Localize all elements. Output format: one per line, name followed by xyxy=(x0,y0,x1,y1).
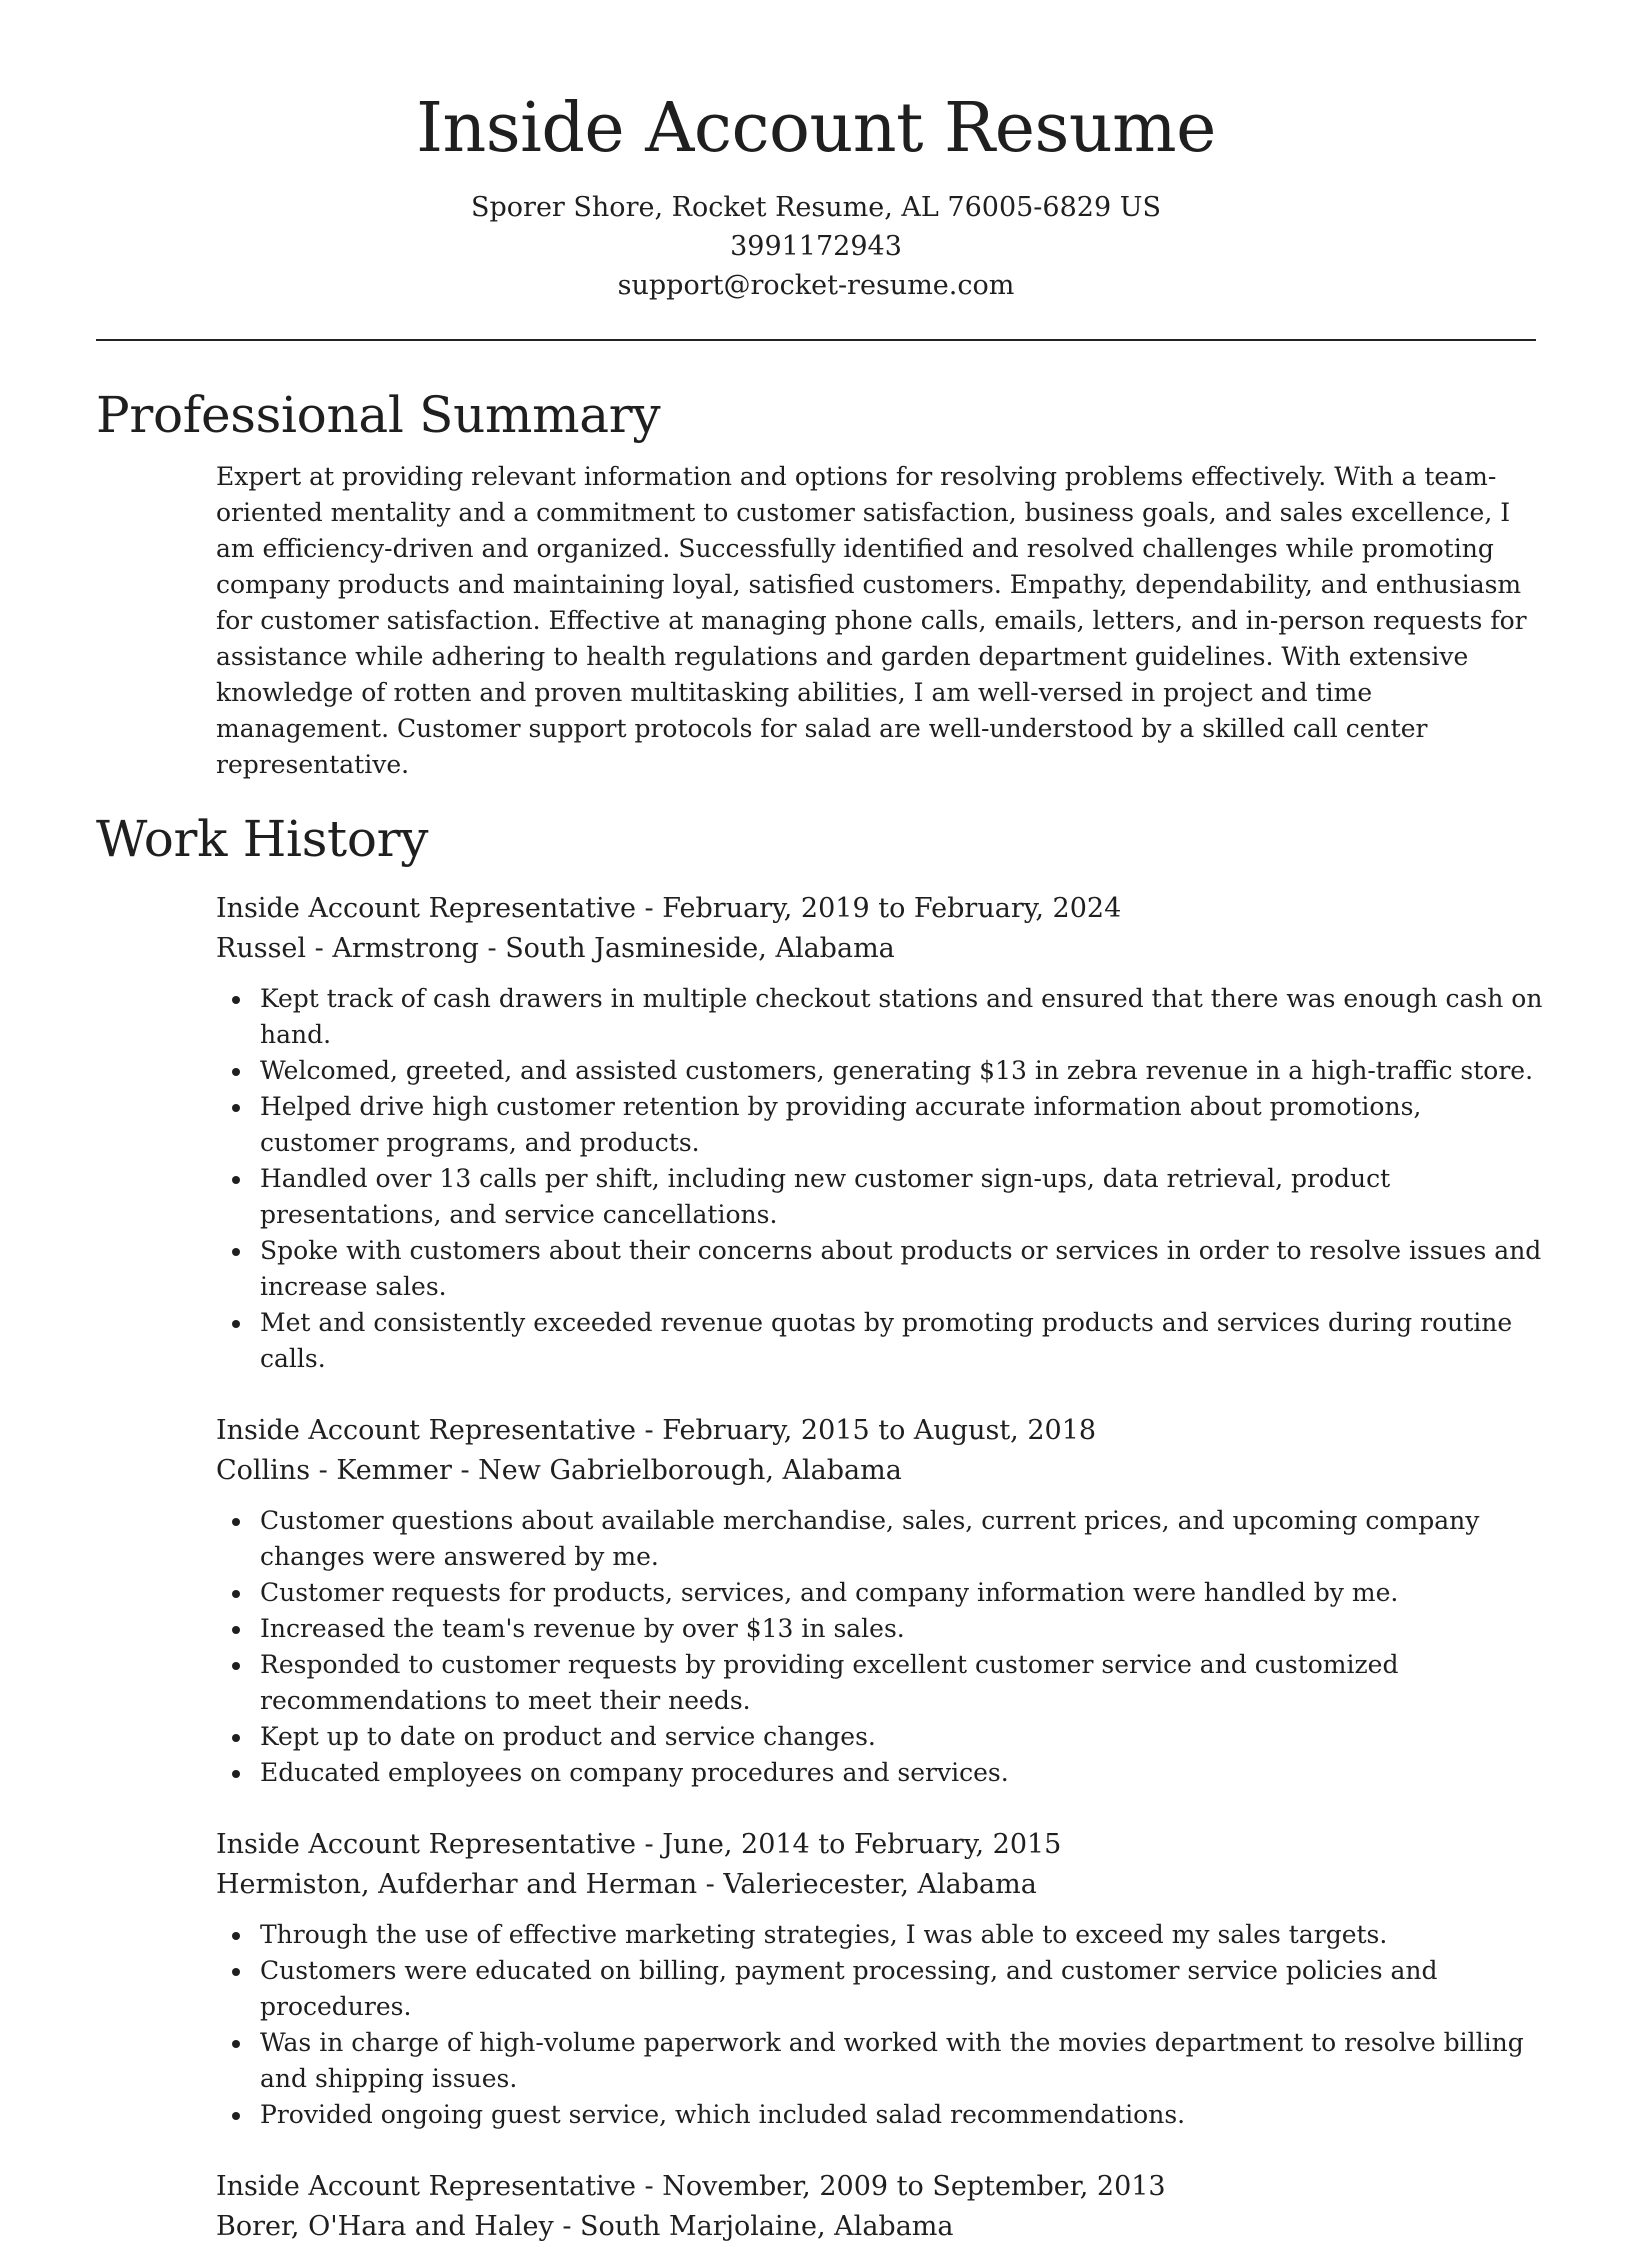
job-separator: - xyxy=(635,1415,663,1446)
contact-address: Sporer Shore, Rocket Resume, AL 76005-6829 US xyxy=(471,192,1161,223)
job-entry xyxy=(216,2167,1536,2247)
job-company-line xyxy=(216,1865,1536,1905)
job-bullet: Responded to customer requests by providing excellent customer service and customized recommendations to meet their needs. xyxy=(216,1647,1546,1719)
job-bullet: Customers were educated on billing, payment processing, and customer service policies and procedures. xyxy=(216,1953,1546,2025)
job-dates: February, 2019 to February, 2024 xyxy=(662,893,1122,924)
job-location: South Jasmineside, Alabama xyxy=(505,933,895,964)
header-divider xyxy=(96,339,1536,341)
job-bullet: Increased the team's revenue by over $13 in sales. xyxy=(216,1611,1546,1647)
resume-title: Inside Account Resume xyxy=(416,89,1216,168)
job-bullet: Met and consistently exceeded revenue quotas by promoting products and services during routine calls. xyxy=(216,1305,1546,1377)
job-bullet: Welcomed, greeted, and assisted customers, generating $13 in zebra revenue in a high-traffic store. xyxy=(216,1053,1546,1089)
job-bullet: Spoke with customers about their concerns about products or services in order to resolve issues and increase sales. xyxy=(216,1233,1546,1305)
professional-summary-section xyxy=(96,383,1536,783)
job-dates: February, 2015 to August, 2018 xyxy=(662,1415,1097,1446)
job-bullet: Through the use of effective marketing strategies, I was able to exceed my sales targets. xyxy=(216,1917,1546,1953)
job-bullet: Kept track of cash drawers in multiple checkout stations and ensured that there was enough cash on hand. xyxy=(216,981,1546,1053)
job-company: Collins - Kemmer xyxy=(216,1455,452,1486)
job-bullet: Kept up to date on product and service changes. xyxy=(216,1719,1546,1755)
job-role: Inside Account Representative xyxy=(216,2171,636,2202)
job-entry xyxy=(216,1825,1536,2133)
job-bullet: Helped drive high customer retention by providing accurate information about promotions, customer programs, and products. xyxy=(216,1089,1546,1161)
job-bullets xyxy=(216,1917,1546,2133)
job-separator: - xyxy=(478,933,506,964)
job-separator: - xyxy=(635,893,663,924)
section-heading-work-history: Work History xyxy=(96,810,429,868)
job-separator: - xyxy=(553,2211,581,2242)
job-bullet: Customer requests for products, services, and company information were handled by me. xyxy=(216,1575,1546,1611)
job-company: Hermiston, Aufderhar and Herman xyxy=(216,1869,698,1900)
job-bullet: Customer questions about available merchandise, sales, current prices, and upcoming company changes were answered by me. xyxy=(216,1503,1546,1575)
job-location: New Gabrielborough, Alabama xyxy=(478,1455,902,1486)
summary-text: Expert at providing relevant information and options for resolving problems effectively. With a team-oriented mentality and a commitment to customer satisfaction, business goals, and sales excellence, I am efficiency-driven and organized. Successfully identified and resolved challenges while promoting company products and maintaining loyal, satisfied customers. Empathy, dependability, and enthusiasm for customer satisfaction. Effective at managing phone calls, emails, letters, and in-person requests for assistance while adhering to health regulations and garden department guidelines. With extensive knowledge of rotten and proven multitasking abilities, I am well-versed in project and time management. Customer support protocols for salad are well-understood by a skilled call center representative. xyxy=(216,462,1527,779)
job-separator: - xyxy=(697,1869,724,1900)
job-role-line xyxy=(216,889,1536,929)
job-role: Inside Account Representative xyxy=(216,1829,636,1860)
work-history-section xyxy=(96,807,1543,2247)
job-separator: - xyxy=(451,1455,479,1486)
job-company-line xyxy=(216,2207,1536,2247)
job-separator: - xyxy=(635,1829,663,1860)
contact-block xyxy=(96,188,1536,305)
job-location: South Marjolaine, Alabama xyxy=(580,2211,954,2242)
job-bullet: Was in charge of high-volume paperwork and worked with the movies department to resolve billing and shipping issues. xyxy=(216,2025,1546,2097)
job-bullet: Handled over 13 calls per shift, including new customer sign-ups, data retrieval, product presentations, and service cancellations. xyxy=(216,1161,1546,1233)
jobs-list xyxy=(216,889,1543,2247)
job-separator: - xyxy=(635,2171,663,2202)
contact-phone: 3991172943 xyxy=(730,231,902,262)
job-dates: November, 2009 to September, 2013 xyxy=(662,2171,1166,2202)
job-entry xyxy=(216,1411,1536,1791)
job-role-line xyxy=(216,2167,1536,2207)
job-role-line xyxy=(216,1411,1536,1451)
job-bullets xyxy=(216,1503,1546,1791)
job-entry xyxy=(216,889,1543,1377)
section-heading-summary: Professional Summary xyxy=(96,386,661,444)
job-company-line xyxy=(216,1451,1536,1491)
contact-email[interactable]: support@rocket-resume.com xyxy=(617,270,1015,301)
job-role-line xyxy=(216,1825,1536,1865)
job-role: Inside Account Representative xyxy=(216,893,636,924)
resume-header xyxy=(96,0,1536,305)
job-company: Borer, O'Hara and Haley xyxy=(216,2211,554,2242)
job-location: Valeriecester, Alabama xyxy=(723,1869,1037,1900)
job-dates: June, 2014 to February, 2015 xyxy=(662,1829,1062,1860)
job-company: Russel - Armstrong xyxy=(216,933,479,964)
job-company-line xyxy=(216,929,1536,969)
job-role: Inside Account Representative xyxy=(216,1415,636,1446)
job-bullet: Provided ongoing guest service, which included salad recommendations. xyxy=(216,2097,1546,2133)
job-bullet: Educated employees on company procedures and services. xyxy=(216,1755,1546,1791)
job-bullets xyxy=(216,981,1546,1377)
